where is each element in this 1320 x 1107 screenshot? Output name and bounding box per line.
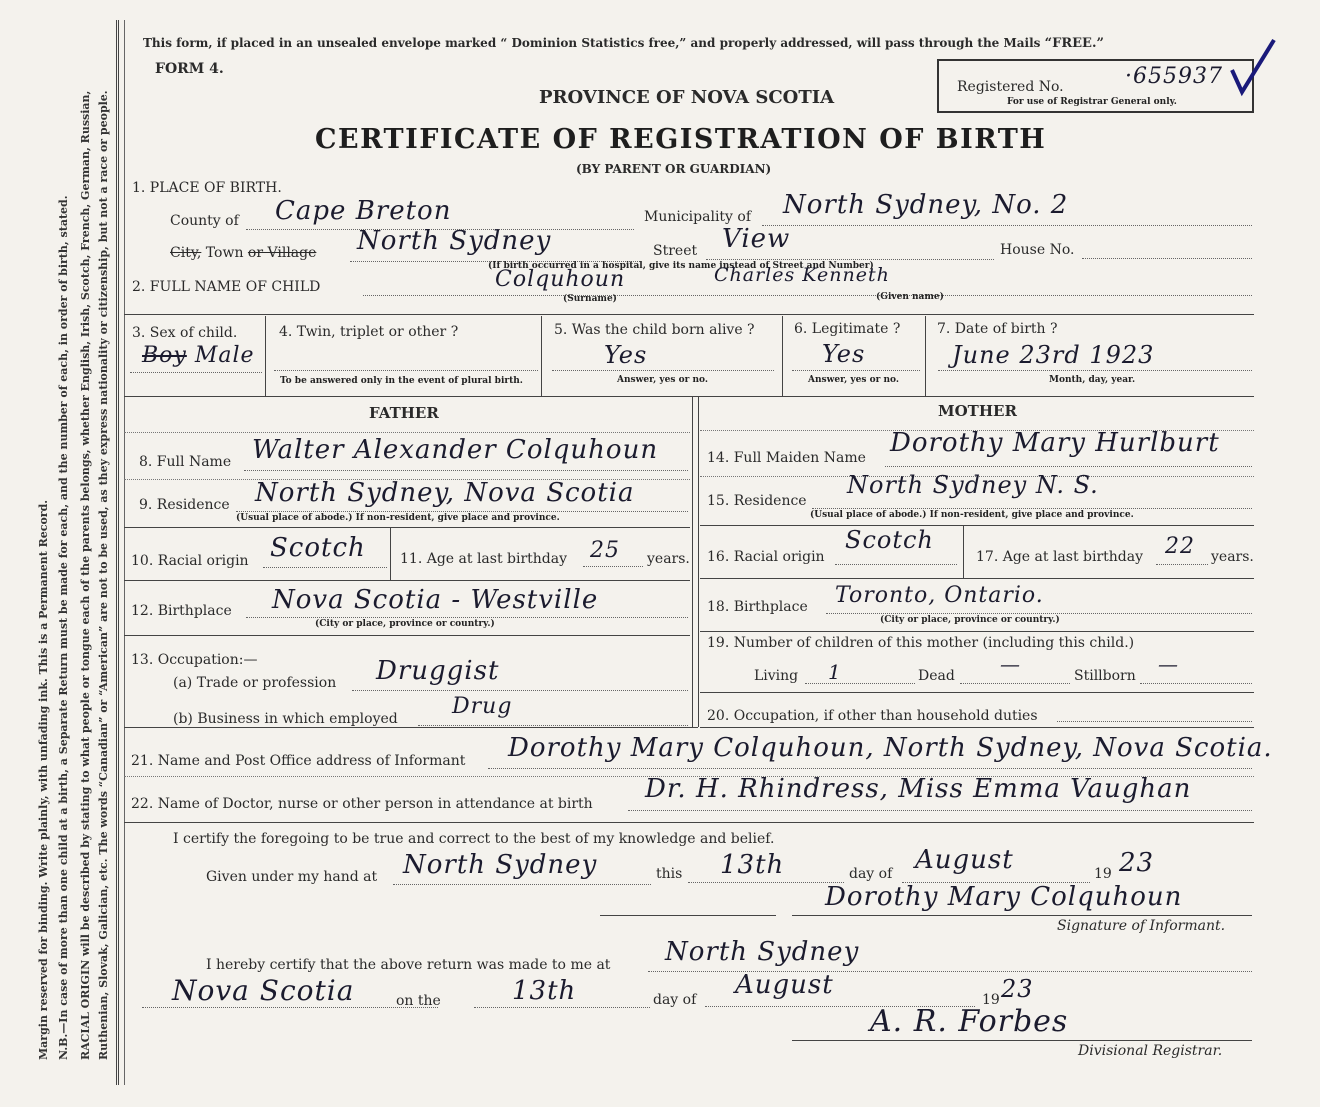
year-prefix: 19 [1094, 866, 1112, 882]
mail-notice: This form, if placed in an unsealed envelope marked “ Dominion Statistics free,” and properly addressed, will pass through the Mails “FREE.” [143, 36, 1104, 51]
registrar-onthe-label: on the [396, 993, 441, 1009]
father-name-value: Walter Alexander Colquhoun [252, 435, 659, 465]
mother-name-label: 14. Full Maiden Name [707, 450, 866, 466]
alive-label: 5. Was the child born alive ? [554, 322, 755, 338]
doctor-value: Dr. H. Rhindress, Miss Emma Vaughan [645, 774, 1192, 804]
county-label: County of [170, 213, 239, 229]
given-place-line [393, 884, 651, 885]
twin-label: 4. Twin, triplet or other ? [279, 324, 459, 340]
father-occupation-label: 13. Occupation:— [131, 652, 258, 668]
given-label: Given under my hand at [206, 869, 378, 885]
col-divider-3 [782, 316, 783, 396]
mother-residence-value: North Sydney N. S. [847, 471, 1099, 499]
this-day-line [688, 882, 844, 883]
registered-number-note: For use of Registrar General only. [1007, 97, 1177, 107]
sex-line [130, 372, 262, 373]
father-race-value: Scotch [270, 533, 366, 563]
mother-name-value: Dorothy Mary Hurlburt [890, 428, 1220, 458]
child-name-line [363, 295, 1252, 296]
dob-value: June 23rd 1923 [952, 341, 1155, 369]
mother-race-divider [963, 526, 964, 578]
mother-residence-line [812, 508, 1252, 509]
registrar-month-value: August [735, 970, 834, 1000]
father-residence-note: (Usual place of abode.) If non-resident, give place and province. [236, 513, 560, 523]
margin-note-binding: Margin reserved for binding. Write plainly, with unfading ink. This is a Permanent Record. [37, 499, 50, 1060]
father-trade-label: (a) Trade or profession [173, 675, 337, 691]
alive-note: Answer, yes or no. [617, 375, 708, 385]
doctor-bottom-line [124, 822, 1254, 823]
place-of-birth-heading: 1. PLACE OF BIRTH. [132, 180, 282, 196]
father-birthplace-line [246, 617, 688, 618]
mother-years-label: years. [1211, 549, 1254, 565]
year-value: 23 [1119, 848, 1155, 878]
father-heading: FATHER [369, 404, 439, 422]
col-divider-4 [925, 316, 926, 396]
legitimate-line [792, 370, 920, 371]
father-birthplace-value: Nova Scotia - Westville [272, 585, 599, 615]
mother-occupation-line [1057, 721, 1252, 722]
father-race-divider [390, 528, 391, 580]
certificate-subtitle: (BY PARENT OR GUARDIAN) [576, 162, 772, 176]
mother-name-line [885, 466, 1252, 467]
mother-residence-note: (Usual place of abode.) If non-resident, give place and province. [810, 510, 1134, 520]
village-label-struck: or Village [247, 245, 317, 261]
dob-label: 7. Date of birth ? [937, 321, 1058, 337]
living-value: 1 [828, 660, 842, 684]
this-label: this [656, 866, 683, 882]
living-line [805, 683, 915, 684]
father-years-label: years. [647, 551, 690, 567]
informant-line [488, 768, 1252, 769]
mother-bottom-line [700, 727, 1254, 728]
row-divider-top [124, 314, 1254, 315]
dead-label: Dead [918, 668, 955, 684]
given-name-caption: (Given name) [876, 292, 944, 302]
row-divider-bottom [124, 396, 1254, 397]
col-divider-2 [541, 316, 542, 396]
registrar-day-line [474, 1007, 650, 1008]
registrar-dayof-label: day of [653, 992, 697, 1008]
municipality-value: North Sydney, No. 2 [783, 190, 1069, 220]
informant-sig-line [792, 915, 1252, 916]
registered-number-label: Registered No. [957, 79, 1064, 95]
mother-birthplace-label: 18. Birthplace [707, 599, 808, 615]
checkmark-icon [1228, 36, 1278, 98]
mother-occupation-label: 20. Occupation, if other than household duties [707, 708, 1038, 724]
registrar-year-value: 23 [1001, 975, 1034, 1003]
informant-value: Dorothy Mary Colquhoun, North Sydney, Nova Scotia. [508, 733, 1273, 763]
sex-value-current: Male [194, 343, 255, 368]
surname-caption: (Surname) [563, 294, 617, 304]
municipality-line [762, 225, 1252, 226]
mother-heading: MOTHER [938, 402, 1017, 420]
free-label: “FREE.” [1044, 36, 1104, 51]
stillborn-line [1140, 683, 1252, 684]
col-divider-1 [265, 316, 266, 396]
town-label: Town [205, 245, 244, 261]
father-age-line [583, 566, 643, 567]
father-residence-line [236, 511, 688, 512]
sex-value-struck: Boy [142, 343, 187, 368]
legitimate-value: Yes [822, 340, 866, 368]
registrar-year-prefix: 19 [982, 992, 1000, 1008]
parents-divider-2 [698, 397, 699, 727]
street-label: Street [653, 243, 698, 259]
alive-line [552, 370, 774, 371]
mother-separator-3 [700, 525, 1254, 526]
mother-race-value: Scotch [845, 526, 934, 554]
father-business-line [418, 725, 688, 726]
mother-birthplace-value: Toronto, Ontario. [835, 583, 1044, 608]
mother-separator-6 [700, 692, 1254, 693]
city-label-struck: City, [170, 245, 202, 261]
parents-divider [692, 397, 693, 727]
doctor-line [628, 810, 1252, 811]
province-title: PROVINCE OF NOVA SCOTIA [539, 87, 835, 108]
twin-line [274, 370, 538, 371]
father-age-value: 25 [590, 538, 620, 563]
father-separator-5 [124, 635, 690, 636]
child-given-name-value: Charles Kenneth [714, 264, 890, 286]
registrar-place2-value: Nova Scotia [172, 974, 355, 1007]
certificate-title: CERTIFICATE OF REGISTRATION OF BIRTH [315, 124, 1047, 155]
legitimate-note: Answer, yes or no. [808, 375, 899, 385]
registrar-caption: Divisional Registrar. [1078, 1043, 1223, 1059]
house-number-label: House No. [1000, 242, 1075, 258]
father-birthplace-note: (City or place, province or country.) [315, 619, 495, 629]
mother-race-label: 16. Racial origin [707, 549, 825, 565]
registrar-place2-line [142, 1007, 438, 1008]
legitimate-label: 6. Legitimate ? [794, 321, 901, 337]
dob-line [938, 370, 1252, 371]
dead-line [960, 683, 1070, 684]
sex-value [142, 343, 255, 368]
registrar-certify-text: I hereby certify that the above return was made to me at [206, 957, 611, 973]
margin-border-line [116, 20, 119, 1085]
alive-value: Yes [604, 341, 648, 369]
informant-sig-line-left [600, 915, 776, 916]
doctor-label: 22. Name of Doctor, nurse or other person in attendance at birth [131, 796, 593, 812]
registrar-signature: A. R. Forbes [870, 1004, 1069, 1039]
this-day-value: 13th [720, 850, 785, 880]
child-surname-value: Colquhoun [495, 267, 626, 292]
mother-age-value: 22 [1165, 534, 1195, 559]
dead-value: — [1000, 652, 1021, 676]
father-age-label: 11. Age at last birthday [400, 551, 568, 567]
father-business-value: Drug [452, 694, 513, 719]
registrar-sig-line [792, 1040, 1252, 1041]
margin-note-multiple-birth: N.B.—In case of more than one child at a birth, a Separate Return must be made for each, and the number of each, in order of birth, stated. [57, 195, 70, 1060]
informant-label: 21. Name and Post Office address of Informant [131, 753, 466, 769]
father-birthplace-label: 12. Birthplace [131, 603, 232, 619]
mother-birthplace-note: (City or place, province or country.) [880, 615, 1060, 625]
month-value: August [915, 845, 1014, 875]
father-race-label: 10. Racial origin [131, 553, 249, 569]
mother-separator-4 [700, 578, 1254, 579]
municipality-label: Municipality of [644, 209, 752, 225]
living-label: Living [754, 668, 799, 684]
father-trade-line [352, 690, 688, 691]
certify-text: I certify the foregoing to be true and correct to the best of my knowledge and belief. [173, 831, 775, 847]
registered-number-box [937, 59, 1254, 113]
mother-age-line [1156, 564, 1208, 565]
county-value: Cape Breton [275, 196, 452, 226]
parents-bottom-line [124, 727, 698, 728]
signature-caption: Signature of Informant. [1057, 918, 1226, 934]
town-value: North Sydney [357, 226, 552, 256]
mother-birthplace-line [826, 613, 1252, 614]
father-race-line [263, 567, 387, 568]
hospital-note: (If birth occurred in a hospital, give its name instead of Street and Number) [488, 261, 874, 271]
mother-children-label: 19. Number of children of this mother (including this child.) [707, 635, 1135, 651]
form-number: FORM 4. [155, 61, 224, 77]
given-place-value: North Sydney [403, 850, 598, 880]
father-name-line [244, 470, 688, 471]
twin-note: To be answered only in the event of plural birth. [280, 376, 523, 386]
mother-separator-5 [700, 631, 1254, 632]
mother-age-label: 17. Age at last birthday [976, 549, 1144, 565]
dob-note: Month, day, year. [1049, 375, 1136, 385]
margin-note-racial-origin-1: RACIAL ORIGIN will be described by stating to what people or tongue each of the parents belongs, whether English, Irish, Scotch, French, German, Russian, [79, 90, 92, 1060]
margin-note-racial-origin-2: Ruthenian, Slovak, Galician, etc. The words “Canadian” or “American” are not to be used, as they express nationality or citizenship, but not a race or people. [97, 90, 110, 1060]
father-trade-value: Druggist [376, 656, 500, 686]
house-number-line [1082, 258, 1252, 259]
street-value: View [722, 224, 791, 254]
registrar-place-value: North Sydney [665, 937, 860, 967]
dayof-label: day of [849, 866, 893, 882]
father-separator-4 [124, 580, 690, 581]
stillborn-label: Stillborn [1074, 668, 1136, 684]
father-residence-label: 9. Residence [139, 497, 230, 513]
mother-residence-label: 15. Residence [707, 493, 807, 509]
sex-label: 3. Sex of child. [132, 325, 238, 341]
father-separator-1 [124, 432, 690, 433]
registered-number-value: ·655937 [1125, 64, 1223, 89]
city-town-label [170, 245, 316, 261]
father-business-label: (b) Business in which employed [173, 711, 398, 727]
father-name-label: 8. Full Name [139, 454, 232, 470]
stillborn-value: — [1158, 652, 1179, 676]
street-line [706, 259, 994, 260]
father-separator-3 [124, 527, 690, 528]
father-residence-value: North Sydney, Nova Scotia [255, 478, 635, 508]
informant-signature: Dorothy Mary Colquhoun [825, 882, 1183, 912]
registrar-day-value: 13th [512, 976, 577, 1006]
mother-race-line [835, 564, 957, 565]
child-name-label: 2. FULL NAME OF CHILD [132, 279, 321, 295]
margin-border-line-inner [124, 20, 125, 1085]
